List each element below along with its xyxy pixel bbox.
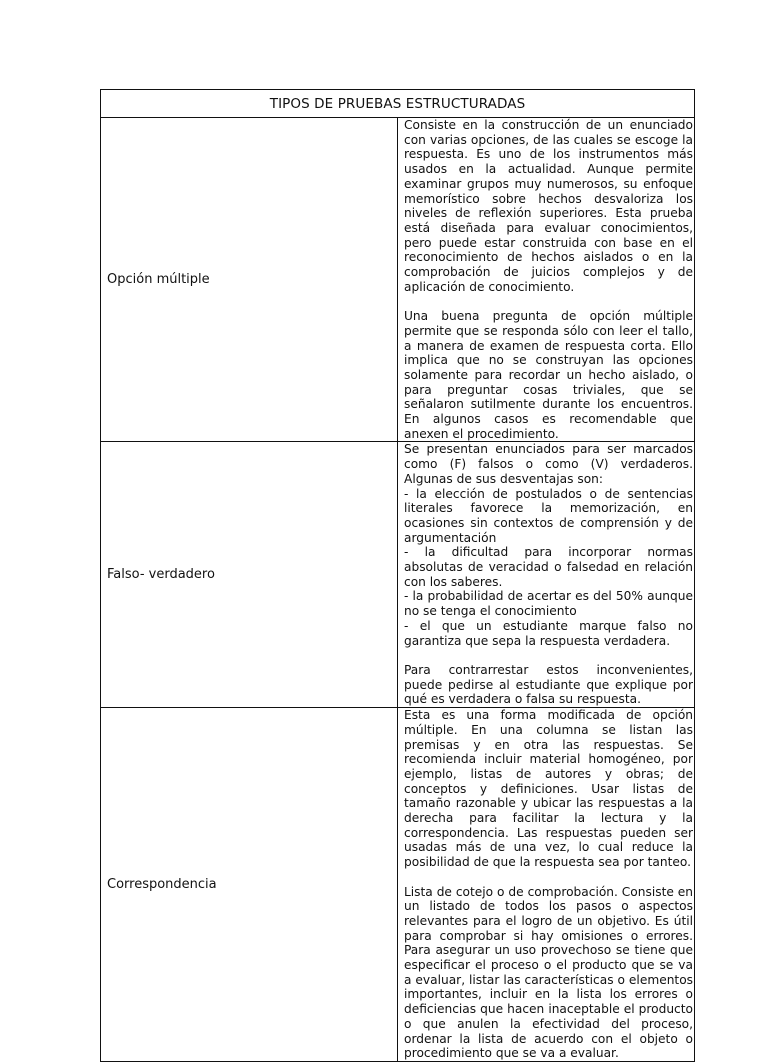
row-content-correspondencia xyxy=(398,708,695,1062)
paragraph: Consiste en la construcción de un enunciado con varias opciones, de las cuales se escoge la respuesta. Es uno de los instrumentos más usados en la actualidad. Aunque permite examinar grupos muy numerosos, su enfoque memorístico sobre hechos desvaloriza los niveles de reflexión superiores. Esta prueba está diseñada para evaluar conocimientos, pero puede estar construida con base en el reconocimiento de hechos aislados o en la comprobación de juicios complejos y de aplicación de conocimiento. xyxy=(404,118,693,294)
list-item: - la dificultad para incorporar normas absolutas de veracidad o falsedad en relación con los saberes. xyxy=(404,545,693,589)
table-row xyxy=(101,708,695,1062)
row-label-opcion-multiple: Opción múltiple xyxy=(101,118,398,442)
paragraph: Esta es una forma modificada de opción múltiple. En una columna se listan las premisas y en otra las respuestas. Se recomienda incluir material homogéneo, por ejemplo, listas de autores y obras; de conceptos y definiciones. Usar listas de tamaño razonable y ubicar las respuestas a la derecha para facilitar la lectura y la correspondencia. Las respuestas pueden ser usadas más de una vez, lo cual reduce la posibilidad de que la respuesta sea por tanteo. xyxy=(404,708,693,870)
paragraph: Para contrarrestar estos inconvenientes, puede pedirse al estudiante que explique por qué es verdadera o falsa su respuesta. xyxy=(404,662,693,707)
table-header-row xyxy=(101,90,695,118)
structured-tests-table xyxy=(100,89,695,1062)
intro-text: Se presentan enunciados para ser marcados como (F) falsos o como (V) verdaderos. Algunas de sus desventajas son: xyxy=(404,442,693,486)
row-content-opcion-multiple xyxy=(398,118,695,442)
row-label-falso-verdadero: Falso- verdadero xyxy=(101,442,398,708)
list-item: - la probabilidad de acertar es del 50% aunque no se tenga el conocimiento xyxy=(404,589,693,619)
list-item: - el que un estudiante marque falso no garantiza que sepa la respuesta verdadera. xyxy=(404,618,693,648)
table-row xyxy=(101,442,695,708)
paragraph xyxy=(404,442,693,648)
row-content-falso-verdadero xyxy=(398,442,695,708)
paragraph: Una buena pregunta de opción múltiple permite que se responda sólo con leer el tallo, a manera de examen de respuesta corta. Ello implica que no se construyan las opciones solamente para recordar un hecho aislado, o para preguntar cosas triviales, que se señalaron sutilmente durante los encuentros. En algunos casos es recomendable que anexen el procedimiento. xyxy=(404,309,693,441)
list-item: - la elección de postulados o de sentencias literales favorece la memorización, en ocasiones sin contextos de comprensión y de argumentación xyxy=(404,486,693,545)
table-row xyxy=(101,118,695,442)
table-title: TIPOS DE PRUEBAS ESTRUCTURADAS xyxy=(101,90,695,118)
paragraph: Lista de cotejo o de comprobación. Consiste en un listado de todos los pasos o aspectos relevantes para el logro de un objetivo. Es útil para comprobar si hay omisiones o errores. Para asegurar un uso provechoso se tiene que especificar el proceso o el producto que se va a evaluar, listar las características o elementos importantes, incluir en la lista los errores o deficiencias que hacen inaceptable el producto o que anulen la efectividad del proceso, ordenar la lista de acuerdo con el objeto o procedimiento que se va a evaluar. xyxy=(404,884,693,1061)
row-label-correspondencia: Correspondencia xyxy=(101,708,398,1062)
